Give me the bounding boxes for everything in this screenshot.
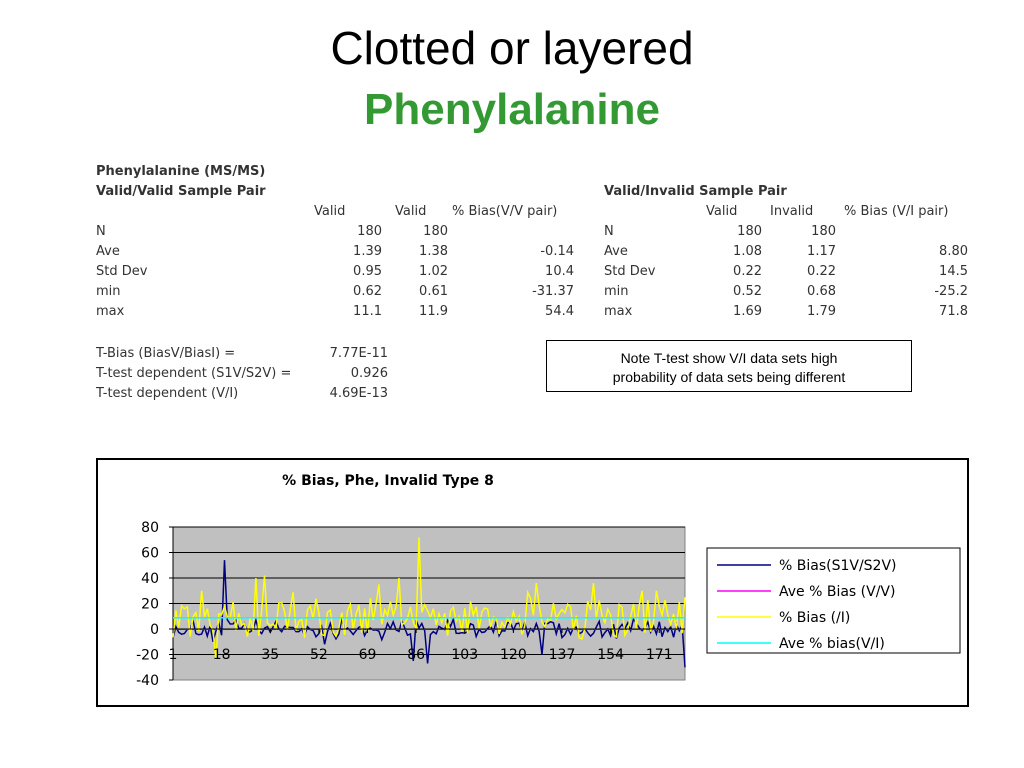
valid-row-value: 11.1 <box>353 304 382 319</box>
valid-row-value: 1.02 <box>419 264 448 279</box>
valid-row-value: 0.62 <box>353 284 382 299</box>
x-tick-label: 52 <box>309 647 328 663</box>
invalid-row-value: 180 <box>737 224 762 239</box>
invalid-row-label: Ave <box>604 244 628 259</box>
invalid-row-value: 0.22 <box>807 264 836 279</box>
test-label: T-test dependent (V/I) <box>96 386 239 401</box>
legend-label: % Bias (/I) <box>779 610 851 626</box>
invalid-col-header: Valid <box>706 204 738 219</box>
test-label: T-test dependent (S1V/S2V) = <box>96 366 292 381</box>
invalid-row-label: max <box>604 304 633 319</box>
chart-container <box>96 458 969 707</box>
invalid-row-value: 0.68 <box>807 284 836 299</box>
invalid-row-value: 1.79 <box>807 304 836 319</box>
y-tick-label: 0 <box>150 622 159 638</box>
valid-row-value: 1.39 <box>353 244 382 259</box>
test-value: 7.77E-11 <box>329 346 388 361</box>
invalid-col-header: Invalid <box>770 204 814 219</box>
valid-row-bias: 10.4 <box>545 264 574 279</box>
note-line: probability of data sets being different <box>612 369 846 385</box>
invalid-row-value: 0.52 <box>733 284 762 299</box>
invalid-row-label: min <box>604 284 629 299</box>
test-value: 4.69E-13 <box>329 386 388 401</box>
valid-row-label: N <box>96 224 106 239</box>
x-tick-label: 86 <box>407 647 426 663</box>
valid-row-label: Std Dev <box>96 264 148 279</box>
invalid-row-bias: 71.8 <box>939 304 968 319</box>
invalid-row-value: 1.69 <box>733 304 762 319</box>
valid-col-header: Valid <box>314 204 346 219</box>
test-label: T-Bias (BiasV/BiasI) = <box>96 346 236 361</box>
valid-row-bias: -0.14 <box>540 244 574 259</box>
valid-row-value: 1.38 <box>419 244 448 259</box>
slide-title: Clotted or layered <box>330 22 694 74</box>
x-tick-label: 171 <box>645 647 673 663</box>
x-tick-label: 154 <box>597 647 624 663</box>
valid-table-subheading: Valid/Valid Sample Pair <box>96 184 266 199</box>
y-tick-label: 60 <box>141 545 159 562</box>
valid-table-heading: Phenylalanine (MS/MS) <box>96 164 266 179</box>
valid-row-bias: -31.37 <box>532 284 574 299</box>
note-line: Note T-test show V/I data sets high <box>620 350 838 366</box>
valid-row-bias: 54.4 <box>545 304 574 319</box>
y-tick-label: 40 <box>141 571 159 587</box>
y-tick-label: 20 <box>141 596 159 613</box>
invalid-row-value: 180 <box>811 224 836 239</box>
invalid-row-label: N <box>604 224 614 239</box>
valid-row-value: 0.61 <box>419 284 448 299</box>
legend-label: Ave % bias(V/I) <box>779 636 885 652</box>
invalid-row-value: 0.22 <box>733 264 762 279</box>
x-tick-label: 18 <box>212 647 231 663</box>
invalid-row-bias: 14.5 <box>939 264 968 279</box>
x-tick-label: 1 <box>168 647 178 663</box>
legend-label: % Bias(S1V/S2V) <box>779 558 897 574</box>
valid-row-label: Ave <box>96 244 120 259</box>
y-tick-label: -40 <box>136 673 159 689</box>
valid-row-label: min <box>96 284 121 299</box>
invalid-row-label: Std Dev <box>604 264 656 279</box>
valid-col-header: Valid <box>395 204 427 219</box>
chart-title: % Bias, Phe, Invalid Type 8 <box>282 473 494 489</box>
y-tick-label: -20 <box>136 647 159 664</box>
x-tick-label: 35 <box>261 647 280 663</box>
x-tick-label: 69 <box>358 647 377 663</box>
invalid-row-value: 1.17 <box>807 244 836 259</box>
invalid-row-value: 1.08 <box>733 244 762 259</box>
slide-subtitle: Phenylalanine <box>364 85 660 134</box>
invalid-col-header: % Bias (V/I pair) <box>844 204 949 219</box>
valid-col-header: % Bias(V/V pair) <box>452 204 558 219</box>
valid-row-label: max <box>96 304 125 319</box>
test-value: 0.926 <box>350 366 388 381</box>
x-tick-label: 137 <box>548 647 576 663</box>
y-tick-label: 80 <box>141 520 159 536</box>
note-box <box>546 340 912 392</box>
legend-label: Ave % Bias (V/V) <box>779 584 896 600</box>
valid-row-value: 180 <box>423 224 448 239</box>
valid-row-value: 0.95 <box>353 264 382 279</box>
invalid-row-bias: -25.2 <box>934 284 968 299</box>
bias-line-chart <box>98 460 967 705</box>
invalid-table-heading: Valid/Invalid Sample Pair <box>604 184 787 199</box>
valid-row-value: 180 <box>357 224 382 239</box>
invalid-row-bias: 8.80 <box>939 244 968 259</box>
valid-row-value: 11.9 <box>419 304 448 319</box>
x-tick-label: 120 <box>500 647 527 663</box>
x-tick-label: 103 <box>451 647 479 663</box>
